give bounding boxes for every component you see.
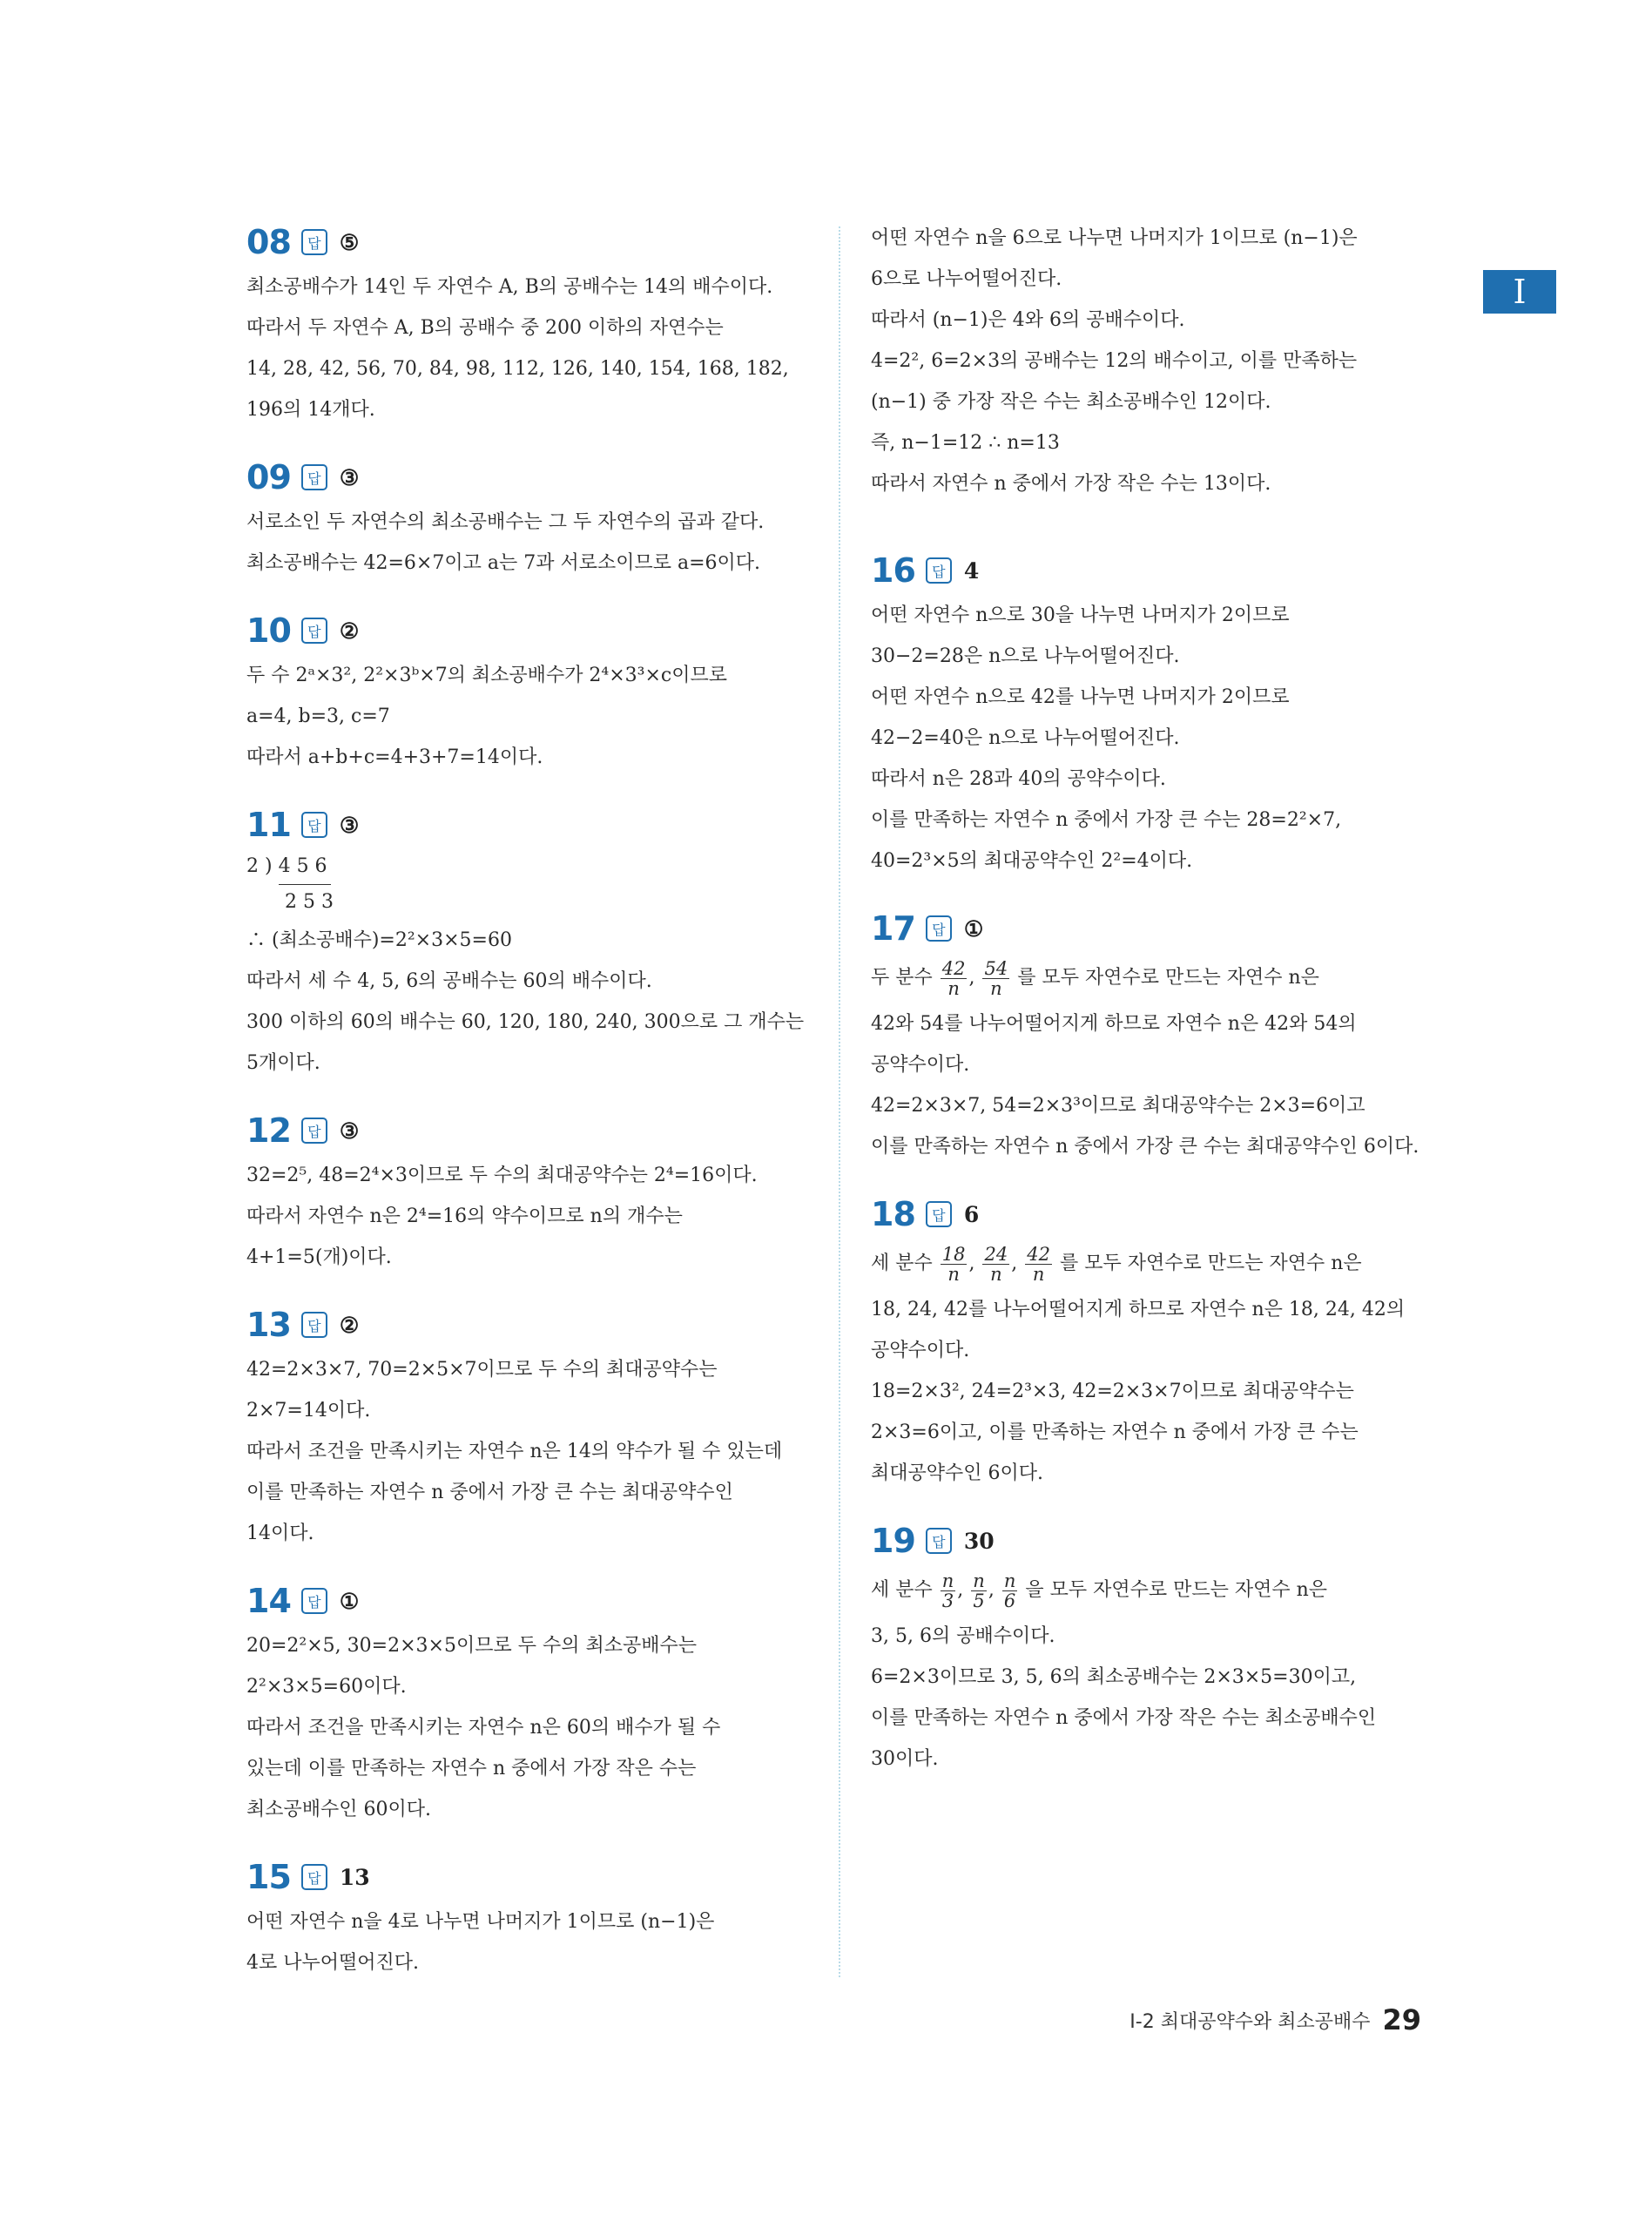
problem-header: [871, 1190, 1446, 1239]
solution-line: 4로 나누어떨어진다.: [246, 1952, 419, 1974]
solution-line: 6=2×3이므로 3, 5, 6의 최소공배수는 2×3×5=30이고,: [871, 1666, 1357, 1688]
problem-15-continued: [871, 218, 1446, 504]
fraction-numerator: 42: [1027, 1243, 1050, 1265]
problem-header: [246, 1853, 804, 1901]
fraction-prefix: 세 분수: [871, 1253, 933, 1274]
solution-line: 이를 만족하는 자연수 n 중에서 가장 작은 수는 최소공배수인: [871, 1707, 1377, 1729]
fraction-denominator: 5: [973, 1590, 985, 1611]
solution-line: 42와 54를 나누어떨어지게 하므로 자연수 n은 42와 54의: [871, 1013, 1357, 1035]
answer-value: 13: [339, 1864, 370, 1890]
problem-number: 13: [246, 1306, 291, 1344]
fraction-line: 두 분수 $\frac{42}{n}$ , $\frac{54}{n}$ 를 모두 자연수로 만드는 자연수 n은: [871, 957, 1319, 999]
problem-header: [246, 1106, 804, 1155]
solution-line: 따라서 a+b+c=4+3+7=14이다.: [246, 746, 543, 768]
footer-section: Ⅰ-2 최대공약수와 최소공배수: [1129, 2010, 1371, 2033]
answer-value: ③: [339, 812, 360, 838]
problem-08: [246, 218, 804, 430]
fraction: [1002, 1571, 1018, 1611]
solution-line: 따라서 (n−1)은 4와 6의 공배수이다.: [871, 309, 1185, 331]
problem-16: [871, 546, 1446, 881]
fraction-suffix: 을 모두 자연수로 만드는 자연수 n은: [1025, 1579, 1328, 1601]
answer-badge: 답: [301, 1312, 327, 1338]
answer-badge: 답: [926, 915, 952, 942]
problem-number: 16: [871, 551, 915, 590]
problem-09: [246, 453, 804, 584]
problem-11: [246, 800, 804, 1084]
problem-number: 15: [246, 1858, 291, 1896]
solution-line: 어떤 자연수 n을 4로 나누면 나머지가 1이므로 (n−1)은: [246, 1911, 715, 1933]
division-top: 2 ) 4 5 6: [246, 849, 804, 885]
solution-line: 300 이하의 60의 배수는 60, 120, 180, 240, 300으로 그 개수는: [246, 1011, 805, 1033]
solution-line: 3, 5, 6의 공배수이다.: [871, 1625, 1055, 1647]
fraction-denominator: 3: [941, 1590, 954, 1611]
answer-badge: 답: [301, 1588, 327, 1614]
answer-badge: 답: [301, 618, 327, 644]
answer-value: 6: [963, 1201, 980, 1227]
problem-number: 19: [871, 1522, 915, 1560]
right-column: [871, 218, 1446, 1802]
solution-line: 18=2×3², 24=2³×3, 42=2×3×7이므로 최대공약수는: [871, 1381, 1354, 1402]
solution-line: 42=2×3×7, 54=2×3³이므로 최대공약수는 2×3=6이고: [871, 1095, 1365, 1117]
problem-header: [871, 904, 1446, 953]
solution-line: 18, 24, 42를 나누어떨어지게 하므로 자연수 n은 18, 24, 42의: [871, 1299, 1406, 1320]
problem-header: [246, 606, 804, 655]
fraction: [1025, 1245, 1052, 1284]
problem-10: [246, 606, 804, 778]
solution-line: ∴ (최소공배수)=2²×3×5=60: [246, 929, 512, 951]
solution-line: 42=2×3×7, 70=2×5×7이므로 두 수의 최대공약수는: [246, 1359, 718, 1381]
fraction-line: 세 분수 $\frac{18}{n}$ , $\frac{24}{n}$ , $\frac{42}{n}$ 를 모두 자연수로 만드는 자연수 n은: [871, 1243, 1362, 1285]
solution-line: 2²×3×5=60이다.: [246, 1676, 407, 1698]
solution-line: 어떤 자연수 n으로 30을 나누면 나머지가 2이므로: [871, 604, 1290, 626]
fraction-denominator: n: [1032, 1263, 1045, 1285]
solution-line: 이를 만족하는 자연수 n 중에서 가장 큰 수는 28=2²×7,: [871, 809, 1342, 831]
solution-line: 따라서 자연수 n은 2⁴=16의 약수이므로 n의 개수는: [246, 1205, 683, 1227]
fraction: [982, 1245, 1009, 1284]
solution-line: 최소공배수가 14인 두 자연수 A, B의 공배수는 14의 배수이다.: [246, 276, 773, 298]
fraction-numerator: 18: [941, 1243, 966, 1265]
solution-line: 2×7=14이다.: [246, 1400, 371, 1422]
solution-line: 2×3=6이고, 이를 만족하는 자연수 n 중에서 가장 큰 수는: [871, 1422, 1359, 1443]
division-bottom: [246, 885, 804, 920]
fraction-denominator: n: [990, 977, 1002, 999]
division-dividends: 4 5 6: [279, 849, 331, 885]
fraction: [941, 959, 968, 998]
answer-badge: 답: [301, 812, 327, 838]
solution-line: 4+1=5(개)이다.: [246, 1246, 392, 1268]
problem-13: [246, 1300, 804, 1554]
solution-line: 최소공배수는 42=6×7이고 a는 7과 서로소이므로 a=6이다.: [246, 552, 761, 574]
solution-line: 있는데 이를 만족하는 자연수 n 중에서 가장 작은 수는: [246, 1758, 697, 1779]
page-number: 29: [1382, 2003, 1421, 2036]
solution-line: 30이다.: [871, 1748, 939, 1770]
answer-badge: 답: [926, 1201, 952, 1227]
solution-line: 14, 28, 42, 56, 70, 84, 98, 112, 126, 140, 154, 168, 182,: [246, 358, 789, 380]
fraction-suffix: 를 모두 자연수로 만드는 자연수 n은: [1059, 1253, 1362, 1274]
fraction: [982, 959, 1009, 998]
answer-value: 4: [963, 557, 980, 584]
solution-line: 42−2=40은 n으로 나누어떨어진다.: [871, 727, 1180, 749]
fraction-denominator: n: [947, 1263, 960, 1285]
answer-badge: 답: [301, 464, 327, 490]
fraction-prefix: 세 분수: [871, 1579, 933, 1601]
solution-line: 32=2⁵, 48=2⁴×3이므로 두 수의 최대공약수는 2⁴=16이다.: [246, 1165, 758, 1186]
solution-line: 5개이다.: [246, 1052, 320, 1074]
answer-badge: 답: [301, 229, 327, 255]
fraction-numerator: 54: [984, 957, 1008, 979]
problem-number: 12: [246, 1111, 291, 1150]
problem-number: 18: [871, 1195, 915, 1233]
fraction-suffix: 를 모두 자연수로 만드는 자연수 n은: [1017, 967, 1319, 989]
solution-line: 6으로 나누어떨어진다.: [871, 268, 1062, 290]
problem-number: 14: [246, 1582, 291, 1620]
fraction-prefix: 두 분수: [871, 967, 933, 989]
solution-line: 최소공배수인 60이다.: [246, 1799, 431, 1820]
solution-line: 14이다.: [246, 1523, 314, 1544]
problem-number: 10: [246, 611, 291, 650]
left-column: [246, 218, 804, 2006]
answer-badge: 답: [926, 557, 952, 584]
fraction-numerator: n: [973, 1570, 985, 1591]
solution-line: 서로소인 두 자연수의 최소공배수는 그 두 자연수의 곱과 같다.: [246, 511, 765, 533]
answer-value: ②: [339, 618, 360, 644]
answer-badge: 답: [301, 1864, 327, 1890]
solution-line: 이를 만족하는 자연수 n 중에서 가장 큰 수는 최대공약수인 6이다.: [871, 1136, 1419, 1158]
fraction-denominator: n: [990, 1263, 1002, 1285]
problem-header: [246, 218, 804, 267]
problem-12: [246, 1106, 804, 1278]
answer-badge: 답: [301, 1118, 327, 1144]
solution-line: 즉, n−1=12 ∴ n=13: [871, 432, 1060, 454]
problem-header: [871, 546, 1446, 595]
problem-header: [871, 1516, 1446, 1565]
answer-value: 30: [963, 1528, 995, 1554]
answer-value: ③: [339, 464, 360, 490]
solution-line: 따라서 세 수 4, 5, 6의 공배수는 60의 배수이다.: [246, 970, 652, 992]
solution-line: 어떤 자연수 n으로 42를 나누면 나머지가 2이므로: [871, 686, 1290, 708]
solution-line: 최대공약수인 6이다.: [871, 1462, 1043, 1484]
answer-value: ⑤: [339, 229, 360, 255]
answer-value: ③: [339, 1118, 360, 1144]
problem-18: [871, 1190, 1446, 1494]
solution-line: 196의 14개다.: [246, 399, 375, 421]
problem-header: [246, 1577, 804, 1625]
solution-line: 두 수 2ᵃ×3², 2²×3ᵇ×7의 최소공배수가 2⁴×3³×c이므로: [246, 665, 728, 686]
solution-line: 따라서 두 자연수 A, B의 공배수 중 200 이하의 자연수는: [246, 317, 724, 339]
fraction-denominator: n: [947, 977, 960, 999]
solution-line: (n−1) 중 가장 작은 수는 최소공배수인 12이다.: [871, 391, 1271, 413]
problem-15: [246, 1853, 804, 1983]
problem-14: [246, 1577, 804, 1830]
solution-line: a=4, b=3, c=7: [246, 706, 390, 727]
solution-line: 따라서 n은 28과 40의 공약수이다.: [871, 768, 1166, 790]
problem-header: [246, 453, 804, 502]
solution-line: 공약수이다.: [871, 1340, 970, 1361]
solution-line: 따라서 조건을 만족시키는 자연수 n은 14의 약수가 될 수 있는데: [246, 1441, 783, 1462]
fraction: [941, 1245, 968, 1284]
fraction-numerator: 42: [941, 957, 966, 979]
solution-line: 4=2², 6=2×3의 공배수는 12의 배수이고, 이를 만족하는: [871, 350, 1358, 372]
fraction: [941, 1571, 956, 1611]
problem-number: 08: [246, 223, 291, 261]
solution-line: 40=2³×5의 최대공약수인 2²=4이다.: [871, 850, 1193, 872]
fraction-line: 세 분수 $\frac{n}{3}$ , $\frac{n}{5}$ , $\frac{n}{6}$ 을 모두 자연수로 만드는 자연수 n은: [871, 1570, 1328, 1611]
answer-badge: 답: [926, 1528, 952, 1554]
fraction: [971, 1571, 987, 1611]
problem-header: [246, 1300, 804, 1349]
division-quotients: 2 5 3: [285, 891, 334, 913]
fraction-numerator: n: [941, 1570, 954, 1591]
solution-line: 따라서 자연수 n 중에서 가장 작은 수는 13이다.: [871, 473, 1271, 495]
division-divisor: 2: [246, 855, 259, 877]
answer-value: ①: [339, 1588, 360, 1614]
problem-number: 11: [246, 806, 291, 844]
problem-19: [871, 1516, 1446, 1779]
problem-number: 17: [871, 909, 915, 948]
solution-line: 20=2²×5, 30=2×3×5이므로 두 수의 최소공배수는: [246, 1635, 697, 1657]
solution-line: 공약수이다.: [871, 1054, 970, 1076]
answer-value: ②: [339, 1312, 360, 1338]
fraction-denominator: 6: [1003, 1590, 1016, 1611]
answer-value: ①: [963, 915, 984, 942]
solution-line: 따라서 조건을 만족시키는 자연수 n은 60의 배수가 될 수: [246, 1717, 721, 1739]
solution-line: 어떤 자연수 n을 6으로 나누면 나머지가 1이므로 (n−1)은: [871, 227, 1358, 249]
problem-header: [246, 800, 804, 849]
chapter-tab: [1483, 270, 1556, 314]
problem-number: 09: [246, 458, 291, 496]
fraction-numerator: 24: [984, 1243, 1008, 1265]
solution-line: 이를 만족하는 자연수 n 중에서 가장 큰 수는 최대공약수인: [246, 1482, 733, 1503]
page-footer: [1129, 2003, 1421, 2036]
problem-17: [871, 904, 1446, 1167]
column-divider: [839, 226, 840, 1977]
fraction-numerator: n: [1003, 1570, 1016, 1591]
chapter-tab-label: I: [1513, 273, 1527, 311]
solution-line: 30−2=28은 n으로 나누어떨어진다.: [871, 645, 1180, 667]
